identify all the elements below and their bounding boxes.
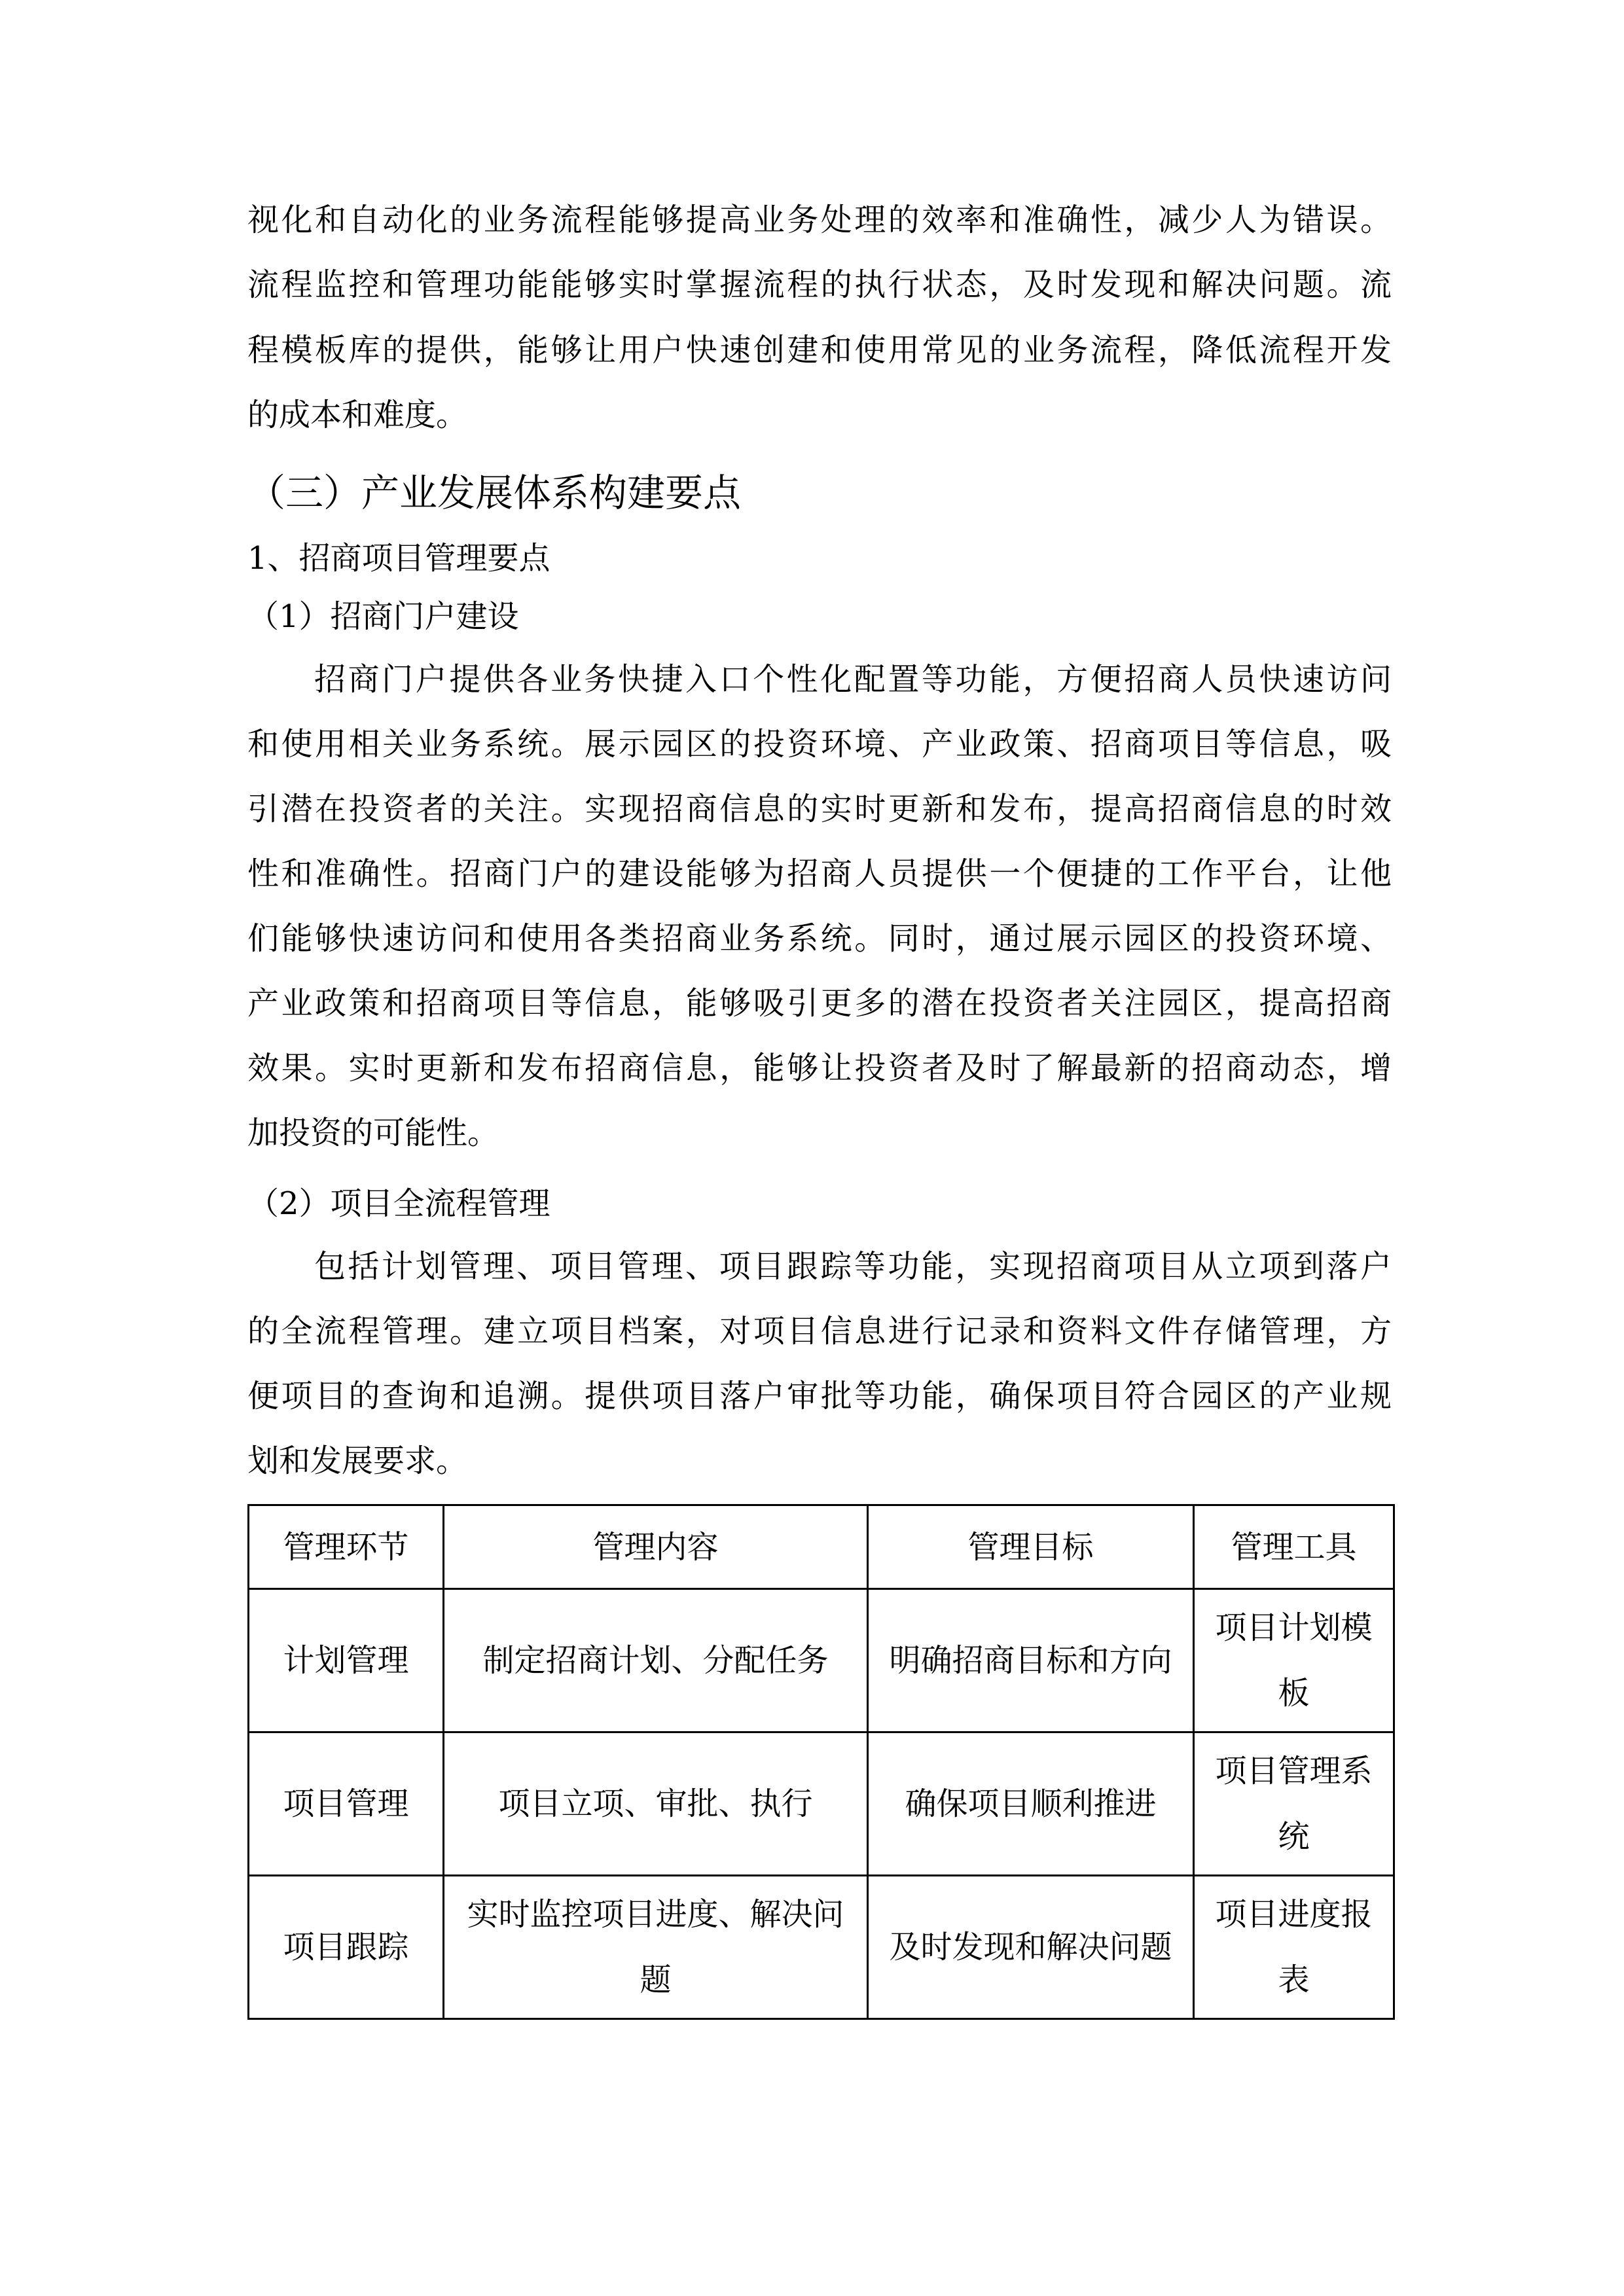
paragraph-line: 产业政策和招商项目等信息，能够吸引更多的潜在投资者关注园区，提高招商 bbox=[247, 985, 1392, 1022]
paragraph-line: 招商门户提供各业务快捷入口个性化配置等功能，方便招商人员快速访问 bbox=[314, 661, 1392, 698]
subsection-heading: 1、招商项目管理要点 bbox=[247, 540, 550, 577]
table-header-cell: 管理环节 bbox=[249, 1505, 444, 1589]
tool-cell-line: 项目管理系 bbox=[1215, 1753, 1373, 1789]
paragraph-line: 流程监控和管理功能能够实时掌握流程的执行状态，及时发现和解决问题。流 bbox=[247, 266, 1392, 303]
stage-cell: 项目跟踪 bbox=[249, 1876, 444, 2019]
content-cell bbox=[444, 1732, 868, 1876]
paragraph-line: 们能够快速访问和使用各类招商业务系统。同时，通过展示园区的投资环境、 bbox=[247, 920, 1392, 957]
paragraph-line: 视化和自动化的业务流程能够提高业务处理的效率和准确性，减少人为错误。 bbox=[247, 202, 1392, 238]
item-heading: （1）招商门户建设 bbox=[247, 598, 519, 635]
table-row bbox=[249, 1732, 1394, 1876]
tool-cell bbox=[1194, 1876, 1394, 2019]
tool-cell bbox=[1194, 1589, 1394, 1732]
paragraph-line: 的成本和难度。 bbox=[247, 397, 468, 433]
content-cell bbox=[444, 1589, 868, 1732]
item-heading: （2）项目全流程管理 bbox=[247, 1185, 550, 1222]
stage-cell: 项目管理 bbox=[249, 1732, 444, 1876]
paragraph-line: 的全流程管理。建立项目档案，对项目信息进行记录和资料文件存储管理，方 bbox=[247, 1313, 1392, 1350]
table-header-cell: 管理内容 bbox=[444, 1505, 868, 1589]
tool-cell-line: 统 bbox=[1278, 1818, 1310, 1855]
content-cell bbox=[444, 1876, 868, 2019]
tool-cell-line: 板 bbox=[1278, 1675, 1310, 1712]
content-cell-line: 制定招商计划、分配任务 bbox=[482, 1642, 829, 1679]
tool-cell-line: 项目进度报 bbox=[1215, 1896, 1373, 1933]
paragraph-line: 包括计划管理、项目管理、项目跟踪等功能，实现招商项目从立项到落户 bbox=[314, 1248, 1392, 1285]
management-table bbox=[247, 1504, 1395, 2020]
content-cell-line: 题 bbox=[640, 1962, 672, 1998]
paragraph-line: 加投资的可能性。 bbox=[247, 1115, 499, 1151]
tool-cell-line: 表 bbox=[1278, 1962, 1310, 1998]
goal-cell: 及时发现和解决问题 bbox=[868, 1876, 1194, 2019]
table-row bbox=[249, 1876, 1394, 2019]
goal-cell: 明确招商目标和方向 bbox=[868, 1589, 1194, 1732]
table-row bbox=[249, 1589, 1394, 1732]
table-header-cell: 管理目标 bbox=[868, 1505, 1194, 1589]
paragraph-line: 引潜在投资者的关注。实现招商信息的实时更新和发布，提高招商信息的时效 bbox=[247, 791, 1392, 827]
stage-cell: 计划管理 bbox=[249, 1589, 444, 1732]
paragraph-line: 划和发展要求。 bbox=[247, 1443, 468, 1479]
paragraph-line: 便项目的查询和追溯。提供项目落户审批等功能，确保项目符合园区的产业规 bbox=[247, 1378, 1392, 1414]
section-heading: （三）产业发展体系构建要点 bbox=[247, 471, 742, 515]
tool-cell bbox=[1194, 1732, 1394, 1876]
content-cell-line: 项目立项、审批、执行 bbox=[498, 1785, 813, 1822]
table-header-row bbox=[249, 1505, 1394, 1589]
goal-cell: 确保项目顺利推进 bbox=[868, 1732, 1194, 1876]
table-header-cell: 管理工具 bbox=[1194, 1505, 1394, 1589]
paragraph-line: 和使用相关业务系统。展示园区的投资环境、产业政策、招商项目等信息，吸 bbox=[247, 726, 1392, 762]
paragraph-line: 程模板库的提供，能够让用户快速创建和使用常见的业务流程，降低流程开发 bbox=[247, 332, 1392, 368]
paragraph-line: 性和准确性。招商门户的建设能够为招商人员提供一个便捷的工作平台，让他 bbox=[247, 855, 1392, 892]
paragraph-line: 效果。实时更新和发布招商信息，能够让投资者及时了解最新的招商动态，增 bbox=[247, 1050, 1392, 1086]
tool-cell-line: 项目计划模 bbox=[1215, 1609, 1373, 1646]
content-cell-line: 实时监控项目进度、解决问 bbox=[467, 1896, 844, 1933]
